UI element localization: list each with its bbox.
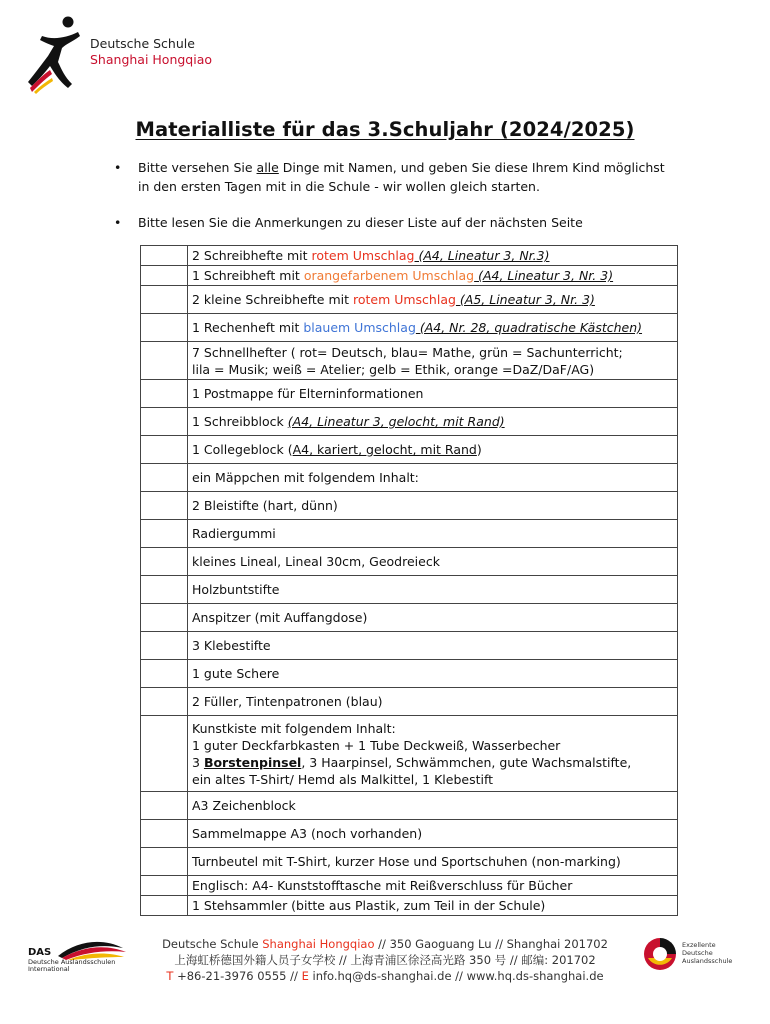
item-cell: Anspitzer (mit Auffangdose) (188, 604, 678, 632)
footer-line-3: T +86-21-3976 0555 // E info.hq@ds-shanghai.de // www.hq.ds-shanghai.de (166, 969, 604, 983)
excellence-text-2: Deutsche (682, 949, 713, 957)
item-cell: 1 Schreibheft mit orangefarbenem Umschlag (A4, Lineatur 3, Nr. 3) (188, 266, 678, 286)
checkbox-cell (141, 408, 188, 436)
item-cell: kleines Lineal, Lineal 30cm, Geodreieck (188, 548, 678, 576)
table-row (141, 604, 678, 632)
school-name-line2: Shanghai Hongqiao (90, 52, 213, 67)
table-row (141, 896, 678, 916)
checkbox-cell (141, 380, 188, 408)
item-cell: 1 Postmappe für Elterninformationen (188, 380, 678, 408)
checkbox-cell (141, 896, 188, 916)
excellence-text-3: Auslandsschule (682, 957, 733, 965)
table-row (141, 688, 678, 716)
table-row (141, 492, 678, 520)
item-cell: 1 Stehsammler (bitte aus Plastik, zum Teil in der Schule) (188, 896, 678, 916)
checkbox-cell (141, 716, 188, 792)
item-cell: 1 Collegeblock (A4, kariert, gelocht, mit Rand) (188, 436, 678, 464)
table-row (141, 576, 678, 604)
table-row (141, 246, 678, 266)
item-cell: Englisch: A4- Kunststofftasche mit Reißverschluss für Bücher (188, 876, 678, 896)
checkbox-cell (141, 520, 188, 548)
checkbox-cell (141, 342, 188, 380)
item-cell: 2 Schreibhefte mit rotem Umschlag (A4, Lineatur 3, Nr.3) (188, 246, 678, 266)
table-row (141, 548, 678, 576)
checkbox-cell (141, 792, 188, 820)
table-row (141, 876, 678, 896)
item-cell: ein Mäppchen mit folgendem Inhalt: (188, 464, 678, 492)
instruction-2: • Bitte lesen Sie die Anmerkungen zu dieser Liste auf der nächsten Seite (114, 215, 583, 230)
item-cell: 2 Bleistifte (hart, dünn) (188, 492, 678, 520)
table-row (141, 464, 678, 492)
checkbox-cell (141, 492, 188, 520)
table-row (141, 632, 678, 660)
checkbox-cell (141, 632, 188, 660)
page-title: Materialliste für das 3.Schuljahr (2024/2025) (135, 118, 635, 141)
checkbox-cell (141, 820, 188, 848)
table-row (141, 716, 678, 792)
checkbox-cell (141, 848, 188, 876)
item-cell: Holzbuntstifte (188, 576, 678, 604)
das-logo-subtitle: Deutsche Auslandsschulen International (28, 958, 116, 973)
item-cell: Kunstkiste mit folgendem Inhalt: 1 guter Deckfarbkasten + 1 Tube Deckweiß, Wasserbecher 3 Borstenpinsel, 3 Haarpinsel, Schwämmchen, gute Wachsmalstifte, ein altes T-Shirt/ Hemd als Malkittel, 1 Klebestift (188, 716, 678, 792)
checkbox-cell (141, 314, 188, 342)
bullet-icon: • (114, 215, 122, 230)
table-row (141, 520, 678, 548)
item-cell: A3 Zeichenblock (188, 792, 678, 820)
table-row (141, 266, 678, 286)
checkbox-cell (141, 548, 188, 576)
item-cell: 1 Schreibblock (A4, Lineatur 3, gelocht, mit Rand) (188, 408, 678, 436)
excellence-text-1: Exzellente (682, 941, 716, 949)
checkbox-cell (141, 266, 188, 286)
checkbox-cell (141, 246, 188, 266)
checkbox-cell (141, 436, 188, 464)
excellence-seal-icon (642, 936, 678, 972)
table-row (141, 820, 678, 848)
table-row (141, 436, 678, 464)
table-row (141, 380, 678, 408)
footer-line-1: Deutsche Schule Shanghai Hongqiao // 350 Gaoguang Lu // Shanghai 201702 (162, 937, 608, 951)
item-cell: 1 Rechenheft mit blauem Umschlag (A4, Nr. 28, quadratische Kästchen) (188, 314, 678, 342)
item-cell: Sammelmappe A3 (noch vorhanden) (188, 820, 678, 848)
table-row (141, 286, 678, 314)
das-logo-text: DAS (28, 947, 52, 958)
item-cell: 7 Schnellhefter ( rot= Deutsch, blau= Mathe, grün = Sachunterricht; lila = Musik; weiß = Atelier; gelb = Ethik, orange =DaZ/DaF/AG) (188, 342, 678, 380)
item-cell: 2 Füller, Tintenpatronen (blau) (188, 688, 678, 716)
table-row (141, 314, 678, 342)
checkbox-cell (141, 876, 188, 896)
running-figure-icon (28, 14, 88, 94)
table-row (141, 848, 678, 876)
excellence-seal (642, 936, 752, 976)
footer-line-2: 上海虹桥德国外籍人员子女学校 // 上海青浦区徐泾高光路 350 号 // 邮编: 201702 (174, 953, 596, 967)
checkbox-cell (141, 576, 188, 604)
school-logo (28, 14, 218, 94)
item-cell: Radiergummi (188, 520, 678, 548)
table-row (141, 660, 678, 688)
checkbox-cell (141, 464, 188, 492)
instruction-1: • Bitte versehen Sie alle Dinge mit Namen, und geben Sie diese Ihrem Kind möglichst in den ersten Tagen mit in die Schule - wir wollen gleich starten. (114, 160, 665, 194)
checkbox-cell (141, 604, 188, 632)
school-name-line1: Deutsche Schule (90, 36, 195, 51)
item-cell: 2 kleine Schreibhefte mit rotem Umschlag (A5, Lineatur 3, Nr. 3) (188, 286, 678, 314)
checkbox-cell (141, 688, 188, 716)
table-row (141, 792, 678, 820)
instructions (112, 158, 672, 249)
table-row (141, 342, 678, 380)
das-logo (28, 938, 138, 978)
table-row (141, 408, 678, 436)
item-cell: Turnbeutel mit T-Shirt, kurzer Hose und Sportschuhen (non-marking) (188, 848, 678, 876)
checkbox-cell (141, 286, 188, 314)
bullet-icon: • (114, 160, 122, 175)
item-cell: 1 gute Schere (188, 660, 678, 688)
footer-address (140, 936, 630, 984)
checkbox-cell (141, 660, 188, 688)
material-list-table (140, 245, 678, 916)
item-cell: 3 Klebestifte (188, 632, 678, 660)
